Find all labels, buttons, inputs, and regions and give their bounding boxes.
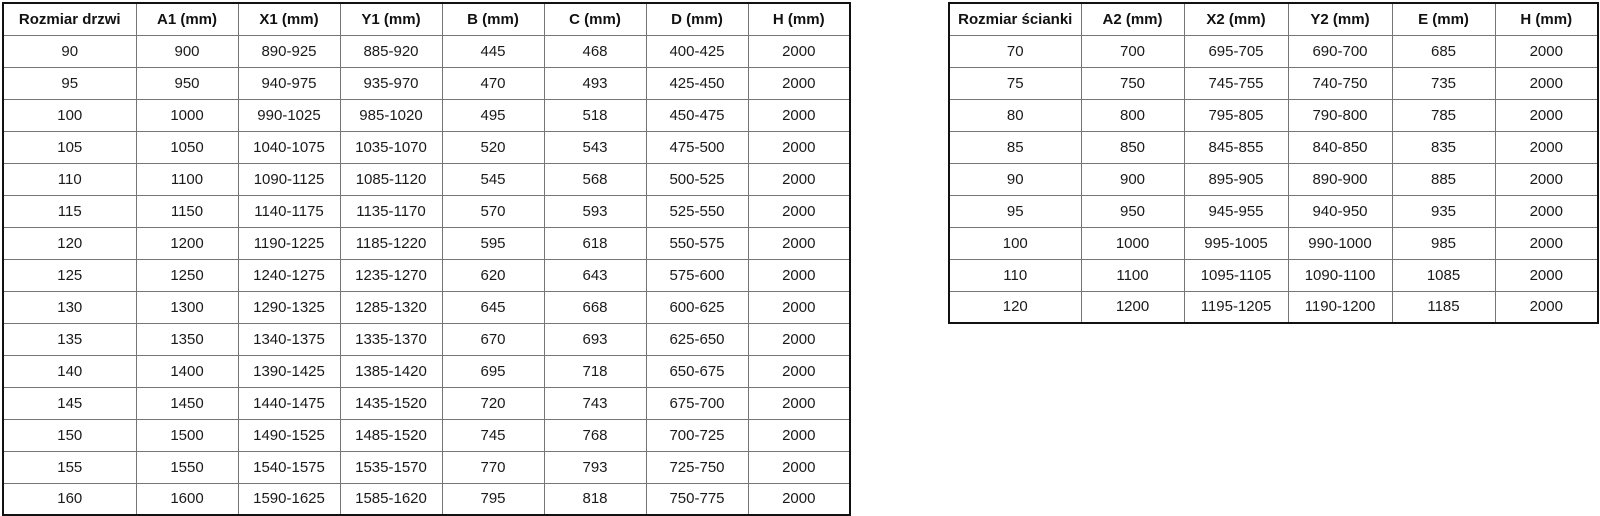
table-cell: 550-575 xyxy=(646,227,748,259)
table-row xyxy=(949,99,1598,131)
table-cell: 643 xyxy=(544,259,646,291)
table-cell: 2000 xyxy=(748,163,850,195)
table-cell: 1000 xyxy=(136,99,238,131)
table-cell: 795-805 xyxy=(1184,99,1288,131)
table-cell: 1285-1320 xyxy=(340,291,442,323)
table-cell: 1200 xyxy=(1081,291,1184,323)
table-cell: 718 xyxy=(544,355,646,387)
table-cell: 620 xyxy=(442,259,544,291)
table-row xyxy=(3,195,850,227)
table-cell: 735 xyxy=(1392,67,1495,99)
table-row xyxy=(949,67,1598,99)
table-row xyxy=(3,419,850,451)
table-cell: 675-700 xyxy=(646,387,748,419)
walls-table-body xyxy=(949,35,1598,323)
table-cell: 1085 xyxy=(1392,259,1495,291)
table-cell: 2000 xyxy=(1495,195,1598,227)
table-cell: 1435-1520 xyxy=(340,387,442,419)
table-cell: 743 xyxy=(544,387,646,419)
table-row xyxy=(3,163,850,195)
table-cell: 70 xyxy=(949,35,1081,67)
column-header: E (mm) xyxy=(1392,3,1495,35)
table-cell: 145 xyxy=(3,387,136,419)
table-cell: 1440-1475 xyxy=(238,387,340,419)
table-row xyxy=(3,451,850,483)
table-cell: 950 xyxy=(1081,195,1184,227)
table-row xyxy=(949,35,1598,67)
table-cell: 990-1000 xyxy=(1288,227,1392,259)
table-cell: 890-900 xyxy=(1288,163,1392,195)
table-row xyxy=(3,355,850,387)
table-cell: 720 xyxy=(442,387,544,419)
table-cell: 2000 xyxy=(748,291,850,323)
column-header: Rozmiar drzwi xyxy=(3,3,136,35)
table-cell: 935-970 xyxy=(340,67,442,99)
table-cell: 1135-1170 xyxy=(340,195,442,227)
table-cell: 1040-1075 xyxy=(238,131,340,163)
table-cell: 1500 xyxy=(136,419,238,451)
table-cell: 545 xyxy=(442,163,544,195)
table-cell: 95 xyxy=(3,67,136,99)
table-cell: 2000 xyxy=(748,195,850,227)
table-cell: 690-700 xyxy=(1288,35,1392,67)
table-cell: 1185 xyxy=(1392,291,1495,323)
table-cell: 100 xyxy=(949,227,1081,259)
column-header: B (mm) xyxy=(442,3,544,35)
column-header: C (mm) xyxy=(544,3,646,35)
table-cell: 668 xyxy=(544,291,646,323)
table-cell: 1240-1275 xyxy=(238,259,340,291)
table-cell: 1100 xyxy=(136,163,238,195)
table-cell: 425-450 xyxy=(646,67,748,99)
table-cell: 520 xyxy=(442,131,544,163)
column-header: D (mm) xyxy=(646,3,748,35)
table-cell: 885-920 xyxy=(340,35,442,67)
table-row xyxy=(949,227,1598,259)
table-cell: 2000 xyxy=(1495,131,1598,163)
table-cell: 2000 xyxy=(748,451,850,483)
table-cell: 740-750 xyxy=(1288,67,1392,99)
table-cell: 750 xyxy=(1081,67,1184,99)
table-cell: 90 xyxy=(3,35,136,67)
table-cell: 570 xyxy=(442,195,544,227)
table-cell: 900 xyxy=(136,35,238,67)
table-cell: 2000 xyxy=(748,419,850,451)
table-cell: 985 xyxy=(1392,227,1495,259)
table-cell: 693 xyxy=(544,323,646,355)
table-cell: 90 xyxy=(949,163,1081,195)
table-row xyxy=(3,131,850,163)
table-cell: 115 xyxy=(3,195,136,227)
table-row xyxy=(3,291,850,323)
wall-panel-dimensions-table xyxy=(948,2,1599,324)
table-cell: 685 xyxy=(1392,35,1495,67)
table-cell: 95 xyxy=(949,195,1081,227)
table-cell: 105 xyxy=(3,131,136,163)
table-row xyxy=(3,99,850,131)
table-cell: 568 xyxy=(544,163,646,195)
table-cell: 2000 xyxy=(1495,259,1598,291)
table-cell: 1550 xyxy=(136,451,238,483)
table-cell: 110 xyxy=(949,259,1081,291)
header-row xyxy=(949,3,1598,35)
table-cell: 940-975 xyxy=(238,67,340,99)
table-cell: 1190-1200 xyxy=(1288,291,1392,323)
table-cell: 795 xyxy=(442,483,544,515)
table-cell: 2000 xyxy=(1495,99,1598,131)
table-cell: 2000 xyxy=(1495,163,1598,195)
table-cell: 593 xyxy=(544,195,646,227)
table-cell: 1600 xyxy=(136,483,238,515)
table-row xyxy=(3,387,850,419)
table-cell: 110 xyxy=(3,163,136,195)
table-row xyxy=(3,483,850,515)
table-cell: 1150 xyxy=(136,195,238,227)
table-cell: 618 xyxy=(544,227,646,259)
table-cell: 1095-1105 xyxy=(1184,259,1288,291)
table-cell: 793 xyxy=(544,451,646,483)
table-cell: 800 xyxy=(1081,99,1184,131)
table-cell: 1090-1125 xyxy=(238,163,340,195)
table-cell: 770 xyxy=(442,451,544,483)
table-cell: 493 xyxy=(544,67,646,99)
table-cell: 1540-1575 xyxy=(238,451,340,483)
table-row xyxy=(3,35,850,67)
table-cell: 525-550 xyxy=(646,195,748,227)
table-cell: 150 xyxy=(3,419,136,451)
table-cell: 518 xyxy=(544,99,646,131)
door-dimensions-table xyxy=(2,2,851,516)
table-cell: 985-1020 xyxy=(340,99,442,131)
table-cell: 835 xyxy=(1392,131,1495,163)
column-header: H (mm) xyxy=(1495,3,1598,35)
table-cell: 2000 xyxy=(748,35,850,67)
table-cell: 1250 xyxy=(136,259,238,291)
table-cell: 1100 xyxy=(1081,259,1184,291)
table-cell: 1085-1120 xyxy=(340,163,442,195)
table-cell: 790-800 xyxy=(1288,99,1392,131)
table-row xyxy=(949,195,1598,227)
column-header: X1 (mm) xyxy=(238,3,340,35)
table-cell: 990-1025 xyxy=(238,99,340,131)
table-cell: 600-625 xyxy=(646,291,748,323)
table-cell: 2000 xyxy=(1495,291,1598,323)
table-cell: 1340-1375 xyxy=(238,323,340,355)
table-row xyxy=(3,67,850,99)
table-cell: 695-705 xyxy=(1184,35,1288,67)
table-cell: 1190-1225 xyxy=(238,227,340,259)
table-cell: 895-905 xyxy=(1184,163,1288,195)
column-header: Y2 (mm) xyxy=(1288,3,1392,35)
table-cell: 575-600 xyxy=(646,259,748,291)
table-cell: 1390-1425 xyxy=(238,355,340,387)
table-cell: 140 xyxy=(3,355,136,387)
doors-table-body xyxy=(3,35,850,515)
table-cell: 1140-1175 xyxy=(238,195,340,227)
table-cell: 695 xyxy=(442,355,544,387)
table-cell: 1450 xyxy=(136,387,238,419)
table-cell: 1290-1325 xyxy=(238,291,340,323)
table-cell: 155 xyxy=(3,451,136,483)
table-cell: 595 xyxy=(442,227,544,259)
table-cell: 100 xyxy=(3,99,136,131)
table-cell: 130 xyxy=(3,291,136,323)
table-cell: 840-850 xyxy=(1288,131,1392,163)
table-cell: 1350 xyxy=(136,323,238,355)
table-cell: 2000 xyxy=(748,227,850,259)
table-cell: 450-475 xyxy=(646,99,748,131)
table-cell: 1300 xyxy=(136,291,238,323)
column-header: A2 (mm) xyxy=(1081,3,1184,35)
table-row xyxy=(949,291,1598,323)
table-cell: 470 xyxy=(442,67,544,99)
table-row xyxy=(949,163,1598,195)
table-row xyxy=(3,259,850,291)
doors-table-head xyxy=(3,3,850,35)
table-cell: 1195-1205 xyxy=(1184,291,1288,323)
table-cell: 1035-1070 xyxy=(340,131,442,163)
table-cell: 785 xyxy=(1392,99,1495,131)
table-cell: 940-950 xyxy=(1288,195,1392,227)
table-cell: 2000 xyxy=(1495,35,1598,67)
table-cell: 935 xyxy=(1392,195,1495,227)
walls-table-head xyxy=(949,3,1598,35)
column-header: Rozmiar ścianki xyxy=(949,3,1081,35)
table-cell: 900 xyxy=(1081,163,1184,195)
table-cell: 475-500 xyxy=(646,131,748,163)
table-cell: 2000 xyxy=(748,355,850,387)
table-cell: 2000 xyxy=(748,387,850,419)
table-cell: 1385-1420 xyxy=(340,355,442,387)
table-cell: 768 xyxy=(544,419,646,451)
table-cell: 2000 xyxy=(1495,227,1598,259)
table-cell: 845-855 xyxy=(1184,131,1288,163)
table-cell: 125 xyxy=(3,259,136,291)
table-cell: 995-1005 xyxy=(1184,227,1288,259)
table-row xyxy=(949,131,1598,163)
column-header: A1 (mm) xyxy=(136,3,238,35)
table-cell: 670 xyxy=(442,323,544,355)
table-cell: 445 xyxy=(442,35,544,67)
table-cell: 850 xyxy=(1081,131,1184,163)
table-cell: 495 xyxy=(442,99,544,131)
table-cell: 1050 xyxy=(136,131,238,163)
table-cell: 1590-1625 xyxy=(238,483,340,515)
table-cell: 725-750 xyxy=(646,451,748,483)
table-cell: 80 xyxy=(949,99,1081,131)
table-cell: 135 xyxy=(3,323,136,355)
table-cell: 500-525 xyxy=(646,163,748,195)
table-cell: 1335-1370 xyxy=(340,323,442,355)
table-cell: 160 xyxy=(3,483,136,515)
table-cell: 468 xyxy=(544,35,646,67)
table-cell: 120 xyxy=(949,291,1081,323)
table-cell: 1490-1525 xyxy=(238,419,340,451)
table-cell: 120 xyxy=(3,227,136,259)
table-cell: 400-425 xyxy=(646,35,748,67)
table-cell: 700-725 xyxy=(646,419,748,451)
table-cell: 885 xyxy=(1392,163,1495,195)
table-cell: 1535-1570 xyxy=(340,451,442,483)
table-cell: 1090-1100 xyxy=(1288,259,1392,291)
table-cell: 1200 xyxy=(136,227,238,259)
table-cell: 625-650 xyxy=(646,323,748,355)
header-row xyxy=(3,3,850,35)
table-cell: 1185-1220 xyxy=(340,227,442,259)
table-cell: 75 xyxy=(949,67,1081,99)
table-cell: 543 xyxy=(544,131,646,163)
table-cell: 645 xyxy=(442,291,544,323)
table-cell: 2000 xyxy=(748,259,850,291)
table-cell: 818 xyxy=(544,483,646,515)
table-cell: 750-775 xyxy=(646,483,748,515)
table-cell: 2000 xyxy=(748,323,850,355)
table-cell: 745-755 xyxy=(1184,67,1288,99)
table-cell: 1585-1620 xyxy=(340,483,442,515)
table-cell: 1235-1270 xyxy=(340,259,442,291)
table-cell: 745 xyxy=(442,419,544,451)
table-cell: 2000 xyxy=(748,67,850,99)
table-cell: 85 xyxy=(949,131,1081,163)
table-cell: 1400 xyxy=(136,355,238,387)
column-header: H (mm) xyxy=(748,3,850,35)
table-row xyxy=(3,227,850,259)
table-cell: 2000 xyxy=(1495,67,1598,99)
table-cell: 1000 xyxy=(1081,227,1184,259)
table-cell: 2000 xyxy=(748,483,850,515)
table-cell: 2000 xyxy=(748,131,850,163)
column-header: X2 (mm) xyxy=(1184,3,1288,35)
table-cell: 650-675 xyxy=(646,355,748,387)
column-header: Y1 (mm) xyxy=(340,3,442,35)
table-cell: 950 xyxy=(136,67,238,99)
table-cell: 945-955 xyxy=(1184,195,1288,227)
table-row xyxy=(3,323,850,355)
table-row xyxy=(949,259,1598,291)
table-cell: 1485-1520 xyxy=(340,419,442,451)
table-cell: 2000 xyxy=(748,99,850,131)
table-cell: 700 xyxy=(1081,35,1184,67)
table-cell: 890-925 xyxy=(238,35,340,67)
